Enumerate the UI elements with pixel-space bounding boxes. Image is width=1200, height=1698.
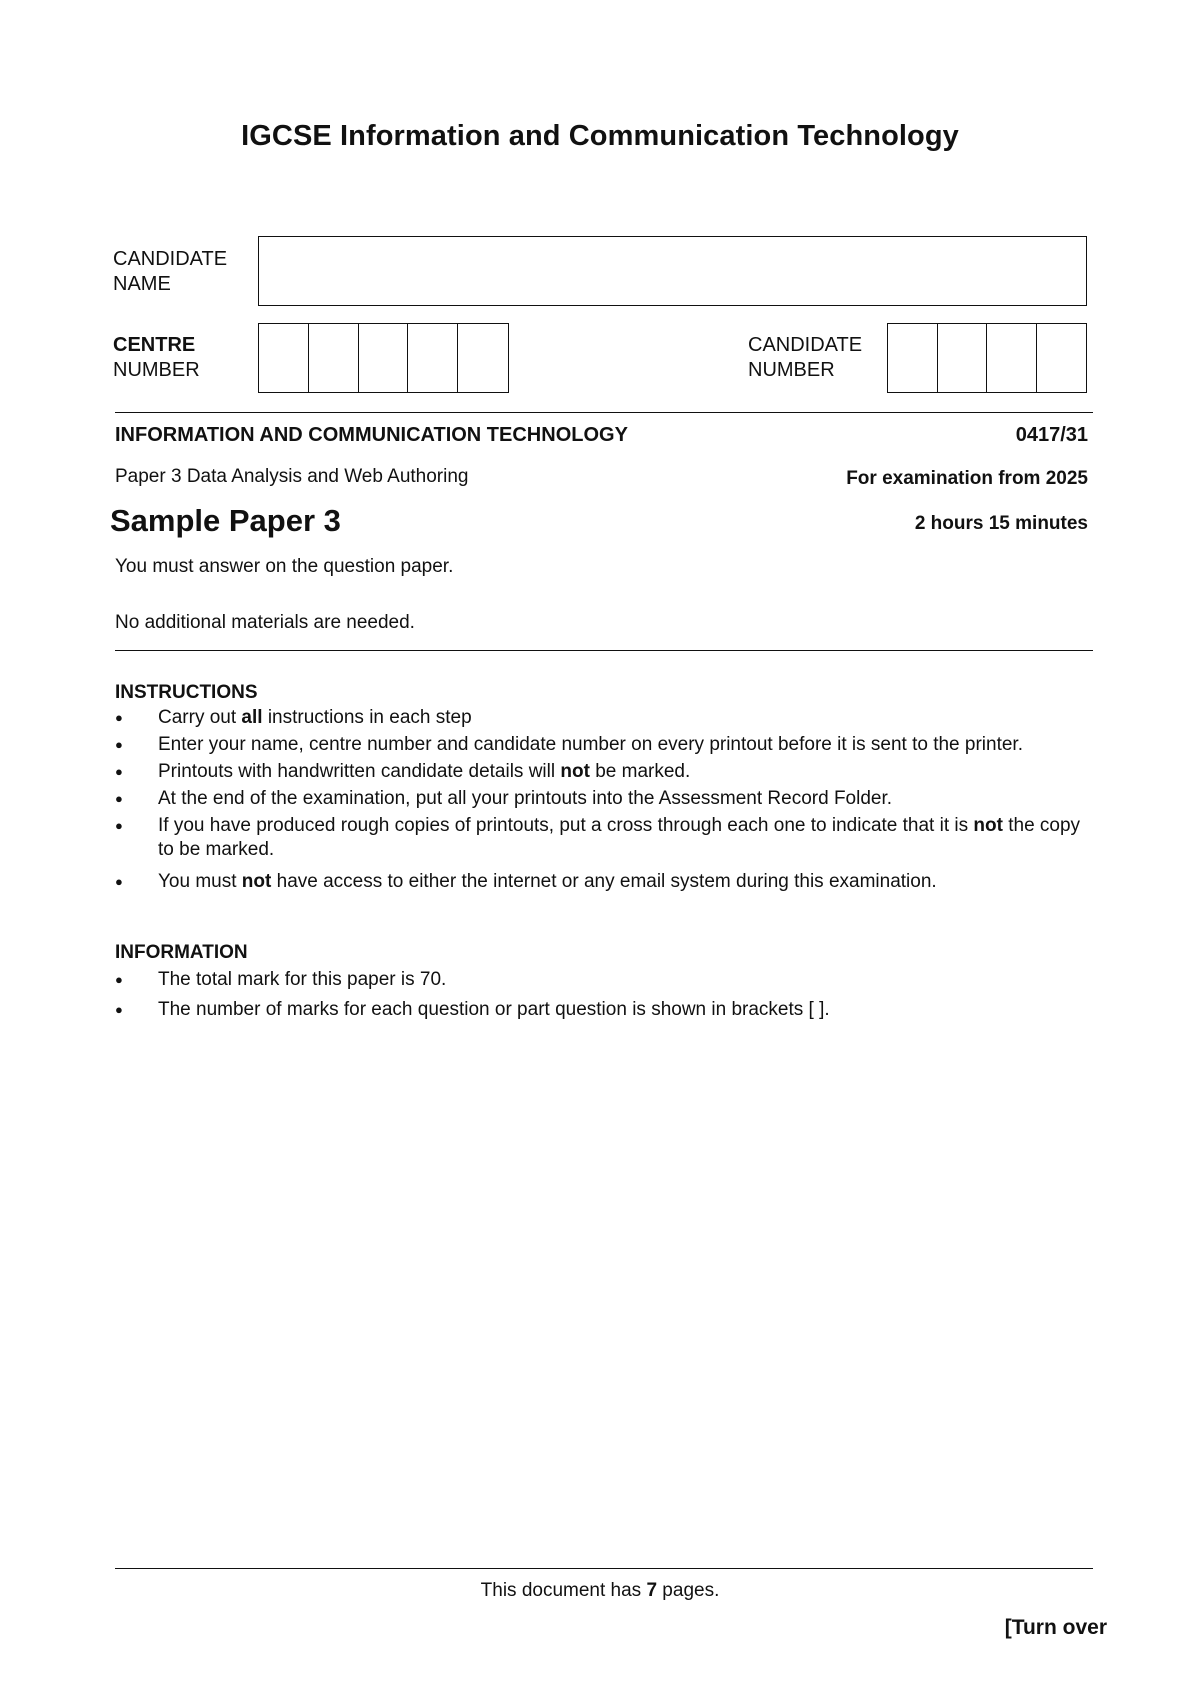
divider-top xyxy=(115,412,1093,413)
instruction-item: ● Carry out all instructions in each step xyxy=(115,706,1100,730)
candidate-name-label: CANDIDATE NAME xyxy=(113,248,228,295)
divider-middle xyxy=(115,650,1093,651)
centre-number-cell[interactable] xyxy=(309,324,359,392)
instruction-item: ● Enter your name, centre number and candidate number on every printout before it is sent to the printer. xyxy=(115,733,1100,757)
instruction-item: ● You must not have access to either the internet or any email system during this examination. xyxy=(115,870,1100,894)
paper-component: Paper 3 Data Analysis and Web Authoring xyxy=(115,466,469,487)
information-heading: INFORMATION xyxy=(115,942,248,963)
instruction-item: ● At the end of the examination, put all your printouts into the Assessment Record Folder. xyxy=(115,787,1100,811)
divider-footer xyxy=(115,1568,1093,1569)
instructions-list xyxy=(115,706,1100,897)
centre-number-boxes[interactable] xyxy=(258,323,509,393)
centre-number-cell[interactable] xyxy=(408,324,458,392)
exam-from: For examination from 2025 xyxy=(846,468,1088,489)
document-title: IGCSE Information and Communication Technology xyxy=(241,120,959,152)
candidate-number-cell[interactable] xyxy=(938,324,988,392)
centre-number-cell[interactable] xyxy=(458,324,508,392)
candidate-name-box[interactable] xyxy=(258,236,1087,306)
candidate-number-label: CANDIDATE NUMBER xyxy=(748,334,863,381)
instruction-item: ● If you have produced rough copies of printouts, put a cross through each one to indicate that it is not the copy to be marked. xyxy=(115,814,1100,862)
instruction-item: ● Printouts with handwritten candidate details will not be marked. xyxy=(115,760,1100,784)
materials-note: No additional materials are needed. xyxy=(115,612,415,633)
candidate-number-cell[interactable] xyxy=(987,324,1037,392)
candidate-number-cell[interactable] xyxy=(1037,324,1087,392)
paper-duration: 2 hours 15 minutes xyxy=(914,513,1088,534)
paper-code: 0417/31 xyxy=(1015,424,1088,446)
subject-name: INFORMATION AND COMMUNICATION TECHNOLOGY xyxy=(115,424,628,446)
instructions-heading: INSTRUCTIONS xyxy=(115,682,258,703)
paper-name: Sample Paper 3 xyxy=(110,503,341,538)
answer-note: You must answer on the question paper. xyxy=(115,556,454,577)
turn-over-label: [Turn over xyxy=(1004,1616,1107,1639)
centre-number-cell[interactable] xyxy=(359,324,409,392)
centre-number-label: CENTRE NUMBER xyxy=(113,334,200,381)
information-item: ● The number of marks for each question or part question is shown in brackets [ ]. xyxy=(115,998,1100,1022)
page-count-note: This document has 7 pages. xyxy=(480,1580,720,1601)
candidate-number-cell[interactable] xyxy=(888,324,938,392)
centre-number-cell[interactable] xyxy=(259,324,309,392)
information-list xyxy=(115,968,1100,1025)
information-item: ● The total mark for this paper is 70. xyxy=(115,968,1100,992)
candidate-number-boxes[interactable] xyxy=(887,323,1087,393)
